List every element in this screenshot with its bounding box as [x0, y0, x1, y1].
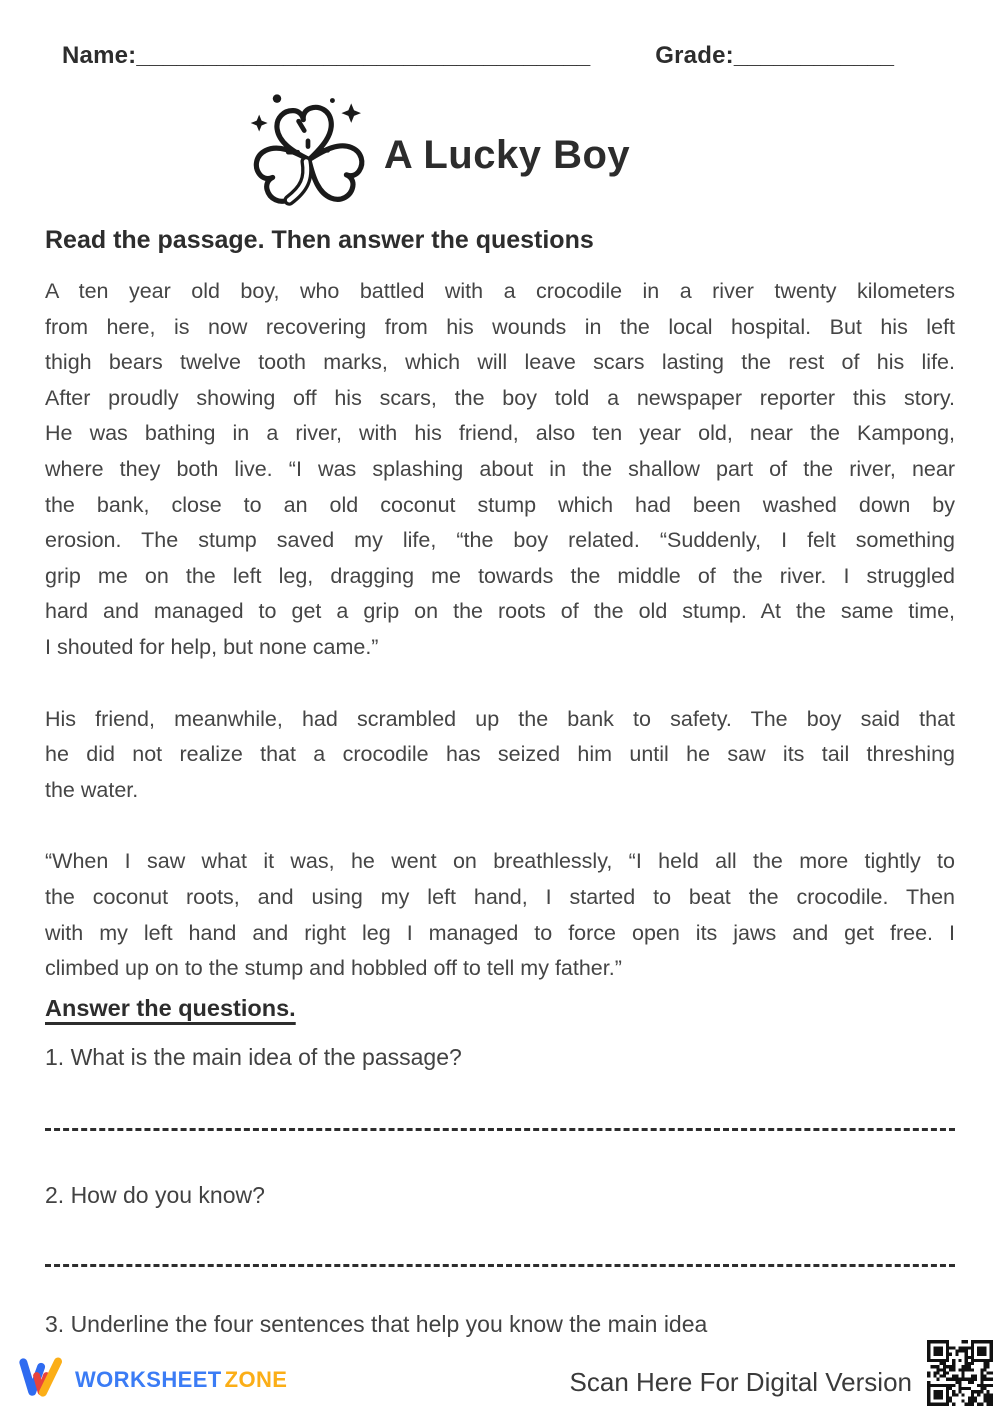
question-text: 2. How do you know?: [45, 1182, 265, 1208]
grade-field: [655, 42, 894, 70]
shamrock-icon: [246, 90, 370, 220]
passage-paragraph: [45, 844, 955, 986]
passage-line: the bank, close to an old coconut stump which had been washed down by: [45, 492, 955, 517]
passage-paragraph: [45, 702, 955, 809]
passage-line: the water.: [45, 777, 139, 802]
passage-line: the coconut roots, and using my left hand, I started to beat the crocodile. Then: [45, 884, 955, 909]
answer-line: [45, 1264, 955, 1267]
passage-line: from here, is now recovering from his wounds in the local hospital. But his left: [45, 314, 955, 339]
passage: [45, 274, 955, 1023]
name-blank-line: __________________________________: [136, 42, 591, 69]
passage-line: His friend, meanwhile, had scrambled up the bank to safety. The boy said that: [45, 706, 955, 731]
qr-code-icon: [924, 1337, 996, 1409]
passage-line: thigh bears twelve tooth marks, which will leave scars lasting the rest of his life.: [45, 350, 955, 375]
answer-line: [45, 1128, 955, 1131]
instruction-heading: Read the passage. Then answer the questions: [45, 226, 594, 254]
page-title: A Lucky Boy: [383, 132, 631, 177]
passage-line: climbed up on to the stump and hobbled off to tell my father.”: [45, 956, 622, 981]
passage-line: “When I saw what it was, he went on breathlessly, “I held all the more tightly to: [45, 849, 955, 874]
answers-heading: Answer the questions.: [45, 995, 296, 1021]
questions-section: [45, 995, 955, 1338]
scan-here-text: Scan Here For Digital Version: [569, 1367, 912, 1397]
passage-paragraph: [45, 274, 955, 666]
passage-line: where they both live. “I was splashing about in the shallow part of the river, near: [45, 456, 955, 481]
question-text: 3. Underline the four sentences that help you know the main idea: [45, 1311, 708, 1337]
passage-line: with my left hand and right leg I managed to force open its jaws and get free. I: [45, 920, 955, 945]
brand-name: [75, 1367, 287, 1393]
passage-line: erosion. The stump saved my life, “the boy related. “Suddenly, I felt something: [45, 528, 955, 553]
brand-word-zone: ZONE: [224, 1367, 288, 1392]
name-label: Name:: [62, 42, 137, 69]
brand-word-worksheet: WORKSHEET: [75, 1367, 222, 1392]
passage-line: He was bathing in a river, with his friend, also ten year old, near the Kampong,: [45, 421, 955, 446]
passage-line: After proudly showing off his scars, the boy told a newspaper reporter this story.: [45, 385, 955, 410]
name-field: [62, 42, 590, 70]
passage-line: he did not realize that a crocodile has seized him until he saw its tail threshing: [45, 742, 955, 767]
grade-label: Grade:: [655, 42, 734, 69]
passage-line: grip me on the left leg, dragging me towards the middle of the river. I struggled: [45, 563, 955, 588]
passage-line: I shouted for help, but none came.”: [45, 634, 379, 659]
title-row: [0, 90, 938, 220]
question-text: 1. What is the main idea of the passage?: [45, 1044, 462, 1070]
brand-mark-icon: [18, 1356, 66, 1404]
grade-blank-line: ____________: [733, 42, 894, 69]
brand-logo: [18, 1356, 287, 1404]
header: [62, 42, 894, 70]
passage-line: hard and managed to get a grip on the roots of the old stump. At the same time,: [45, 599, 955, 624]
passage-line: A ten year old boy, who battled with a crocodile in a river twenty kilometers: [45, 279, 955, 303]
